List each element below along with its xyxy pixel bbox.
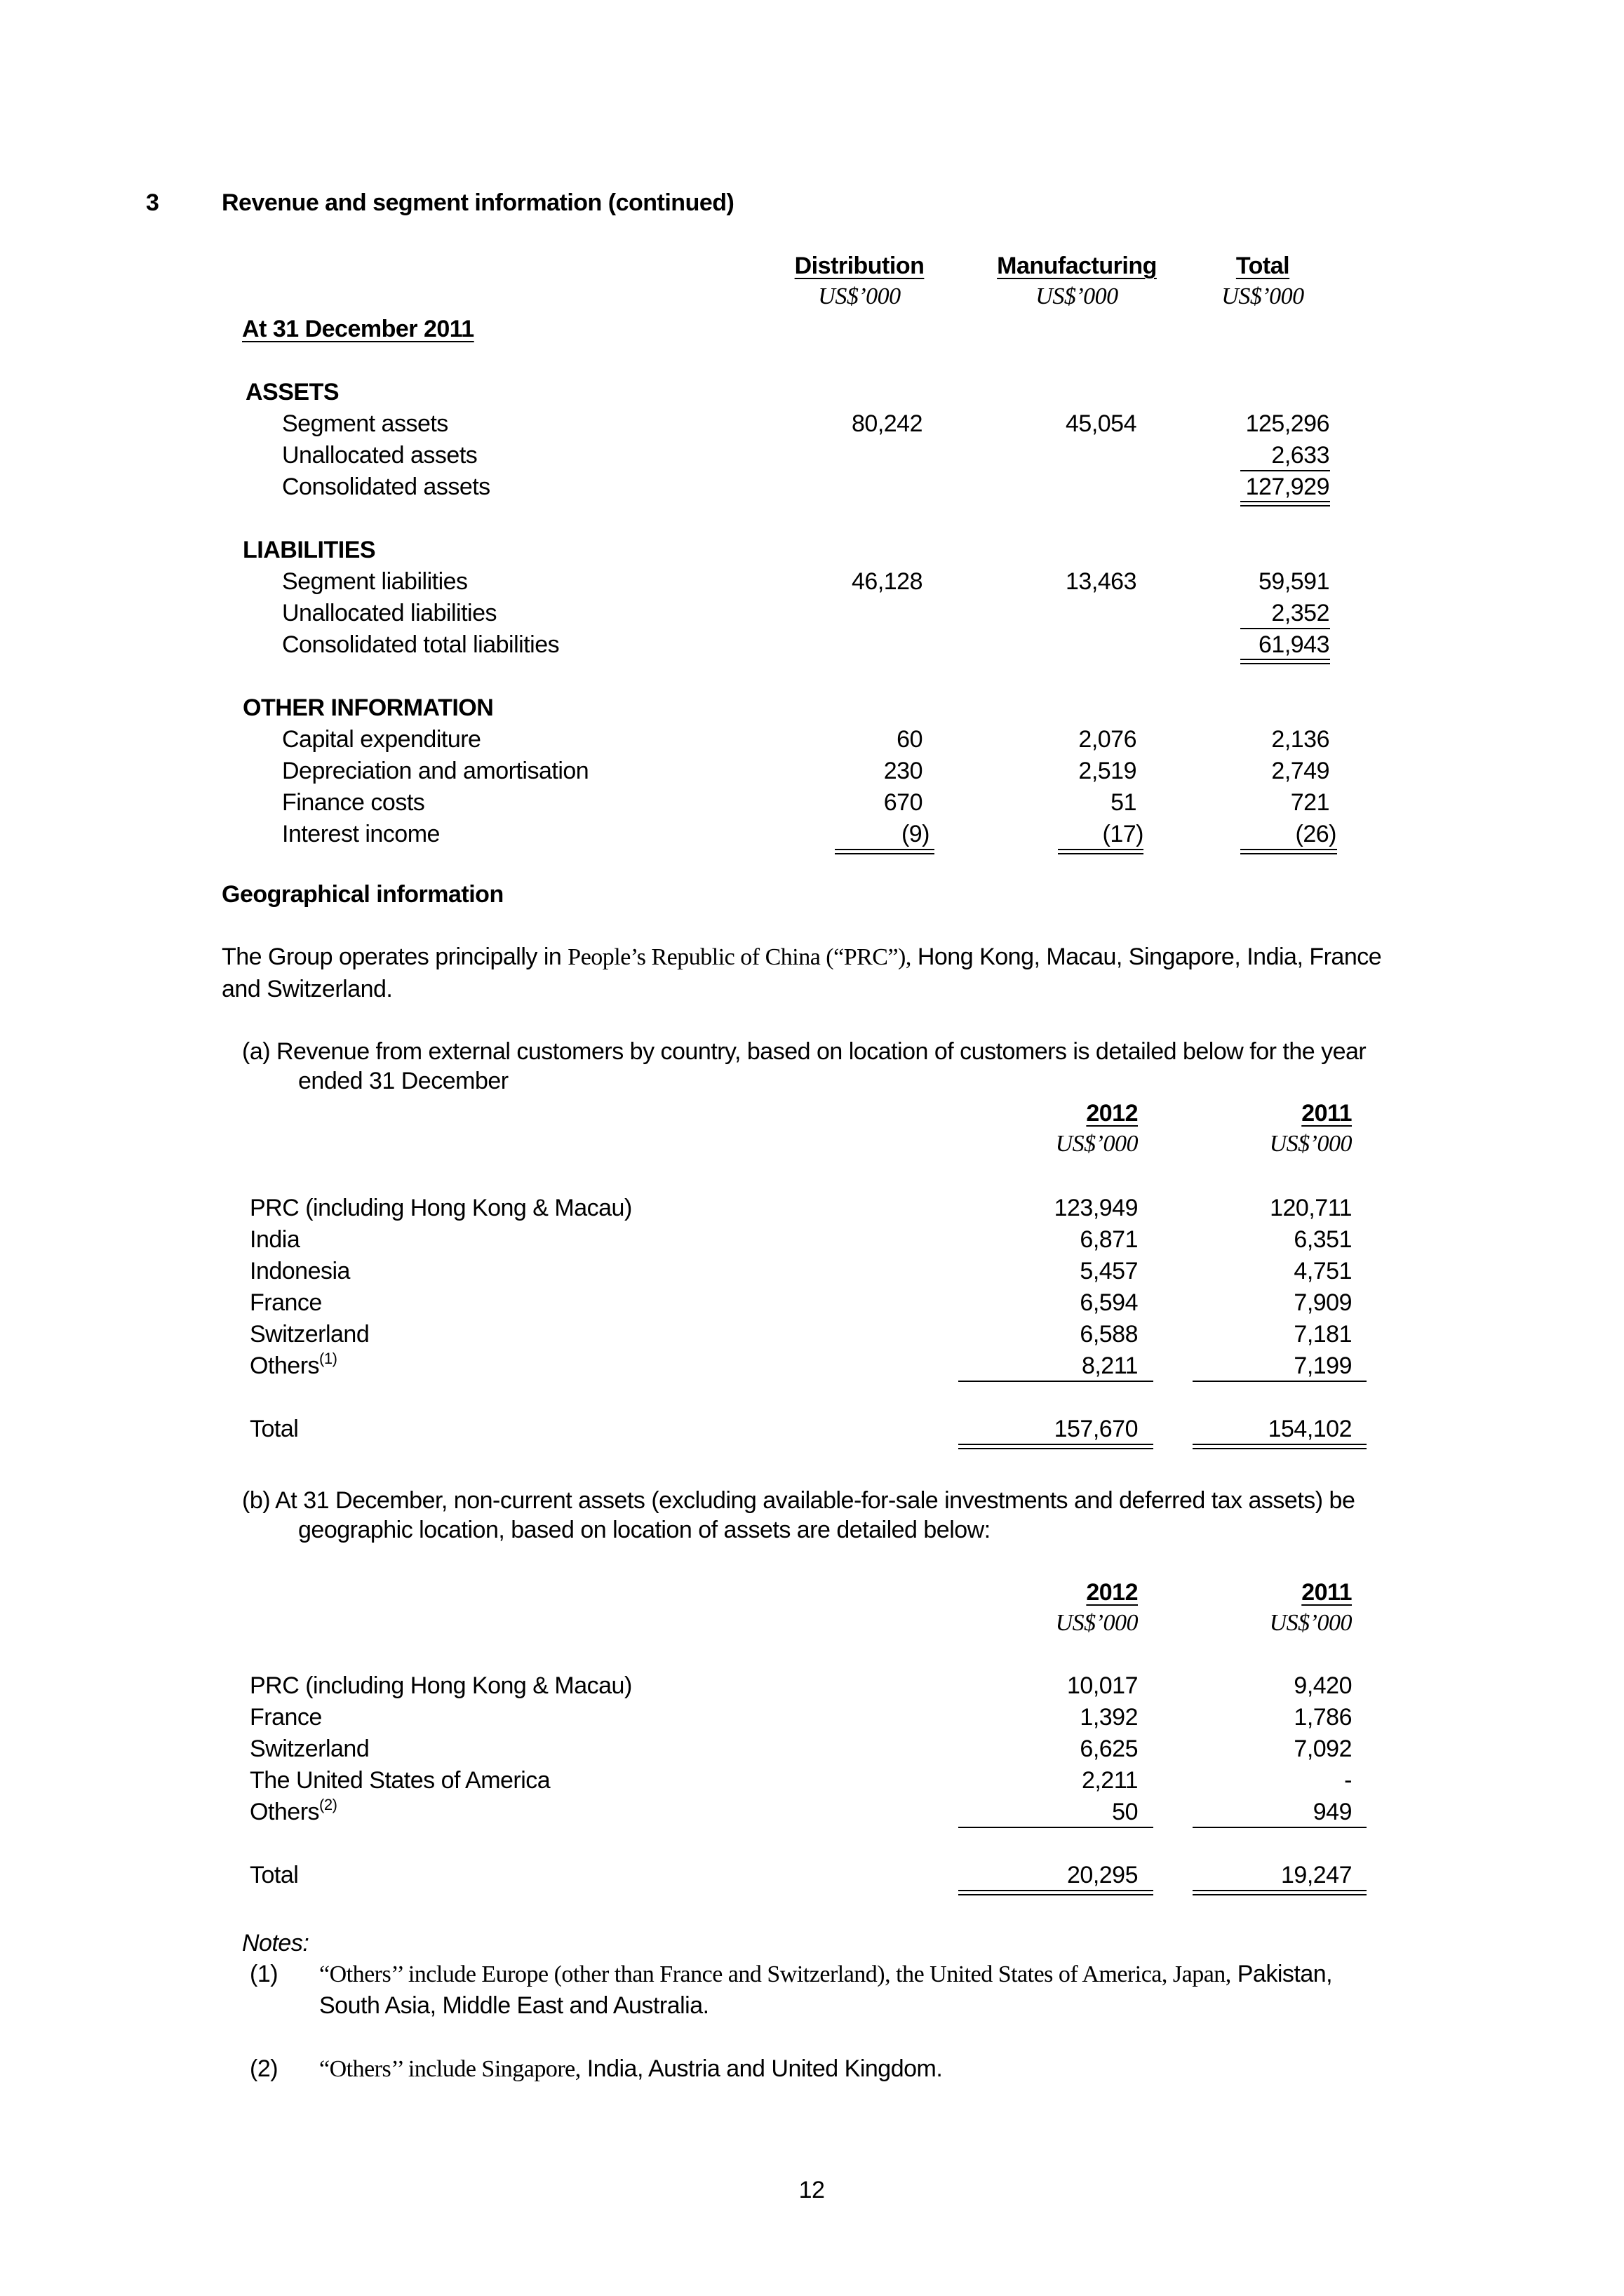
cell-value: 2,749: [1271, 758, 1329, 784]
cell-value: 2,211: [1081, 1767, 1138, 1794]
total-double-rule: [1240, 659, 1330, 664]
table-a-year-2012: 2012: [1086, 1100, 1138, 1127]
table-b-unit: US$’000: [1269, 1610, 1352, 1636]
row-label: Others: [250, 1352, 320, 1379]
note-text-sans: India, Austria and United Kingdom.: [580, 2055, 943, 2082]
cell-value: 1,392: [1080, 1704, 1138, 1731]
note-text-line2: South Asia, Middle East and Australia.: [319, 1992, 709, 2019]
subtotal-rule: [1240, 628, 1330, 629]
geo-intro-part: Hong Kong, Macau, Singapore, India, France: [917, 944, 1382, 970]
subtotal-rule: [1240, 470, 1330, 471]
row-label: The United States of America: [250, 1767, 551, 1794]
geo-heading: Geographical information: [222, 881, 504, 908]
cell-value: 120,711: [1270, 1195, 1352, 1221]
note-text-sans: Pakistan,: [1230, 1961, 1333, 1987]
note-ref: (2): [319, 1796, 337, 1813]
total-label: Total: [250, 1862, 299, 1888]
cell-value: 6,625: [1080, 1736, 1138, 1762]
row-label-with-note: [250, 1796, 337, 1825]
cell-value: 125,296: [1245, 410, 1329, 437]
section-title: Revenue and segment information (continued): [222, 189, 734, 216]
cell-value: 4,751: [1294, 1258, 1352, 1284]
row-label: France: [250, 1704, 322, 1731]
liabilities-heading: LIABILITIES: [243, 537, 376, 563]
note-text-line1: [319, 1962, 1332, 1987]
total-value: 19,247: [1281, 1862, 1352, 1888]
row-label: Consolidated assets: [282, 474, 490, 500]
cell-value: 123,949: [1054, 1195, 1138, 1221]
total-value: 20,295: [1067, 1862, 1138, 1888]
table-b-caption: (b) At 31 December, non-current assets (excluding available-for-sale investments and deferred tax assets) be: [242, 1487, 1355, 1514]
cell-value: 230: [883, 758, 922, 784]
total-double-rule: [1240, 849, 1337, 854]
cell-value: 60: [897, 726, 922, 753]
page-number: 12: [798, 2177, 825, 2203]
cell-value: 80,242: [852, 410, 922, 437]
geo-intro-prc: People’s Republic of China (“PRC”),: [568, 944, 911, 970]
cell-value: 2,136: [1271, 726, 1329, 753]
total-double-rule: [1058, 849, 1143, 854]
cell-value: 2,633: [1271, 442, 1329, 469]
cell-value: 7,199: [1294, 1352, 1352, 1379]
row-label: France: [250, 1289, 322, 1316]
row-label: PRC (including Hong Kong & Macau): [250, 1672, 632, 1699]
cell-value: 5,457: [1080, 1258, 1138, 1284]
section-number: 3: [146, 189, 159, 216]
total-double-rule: [1193, 1890, 1367, 1895]
table-a-unit: US$’000: [1269, 1131, 1352, 1157]
cell-value: 51: [1110, 789, 1136, 816]
other-info-heading: OTHER INFORMATION: [243, 694, 494, 721]
note-number: (2): [250, 2055, 279, 2082]
cell-value: (17): [1102, 821, 1143, 847]
col-header-distribution: Distribution: [794, 253, 925, 279]
total-double-rule: [835, 849, 934, 854]
table-b-year-2012: 2012: [1086, 1579, 1138, 1606]
table-a-year-2011: 2011: [1301, 1100, 1352, 1127]
date-label: At 31 December 2011: [242, 316, 474, 342]
cell-value: 13,463: [1066, 568, 1136, 595]
cell-value: (9): [901, 821, 930, 847]
row-label: Indonesia: [250, 1258, 350, 1284]
total-double-rule: [958, 1890, 1153, 1895]
table-b-unit: US$’000: [1055, 1610, 1138, 1636]
geo-intro-part: The Group operates principally in: [222, 944, 562, 970]
cell-value: 10,017: [1067, 1672, 1138, 1699]
note-text-serif: “Others’’ include Europe (other than France and Switzerland), the United States of America, Japan,: [319, 1961, 1231, 1987]
total-double-rule: [958, 1444, 1153, 1449]
cell-value: 46,128: [852, 568, 922, 595]
subtotal-rule: [1193, 1827, 1367, 1828]
total-label: Total: [250, 1416, 299, 1442]
cell-value: 9,420: [1294, 1672, 1352, 1699]
cell-value: 7,181: [1294, 1321, 1352, 1348]
row-label: Finance costs: [282, 789, 425, 816]
total-value: 157,670: [1054, 1416, 1138, 1442]
row-label: Switzerland: [250, 1321, 370, 1348]
row-label: PRC (including Hong Kong & Macau): [250, 1195, 632, 1221]
row-label: Switzerland: [250, 1736, 370, 1762]
cell-value: 45,054: [1066, 410, 1136, 437]
row-label: Segment assets: [282, 410, 448, 437]
table-b-year-2011: 2011: [1301, 1579, 1352, 1606]
table-b-caption-cont: geographic location, based on location of assets are detailed below:: [298, 1517, 991, 1543]
col-header-total: Total: [1235, 253, 1290, 279]
row-label-with-note: [250, 1350, 337, 1379]
cell-value: 8,211: [1081, 1352, 1138, 1379]
col-unit-total: US$’000: [1221, 283, 1304, 309]
subtotal-rule: [958, 1827, 1153, 1828]
cell-value: -: [1344, 1767, 1352, 1794]
row-label: Unallocated liabilities: [282, 600, 497, 626]
cell-value: 721: [1290, 789, 1329, 816]
cell-value: 59,591: [1259, 568, 1329, 595]
geo-intro-line2: and Switzerland.: [222, 976, 393, 1002]
cell-value: (26): [1295, 821, 1336, 847]
subtotal-rule: [1193, 1381, 1367, 1382]
cell-value: 6,588: [1080, 1321, 1138, 1348]
cell-value: 2,352: [1271, 600, 1329, 626]
cell-value: 6,351: [1294, 1226, 1352, 1253]
assets-heading: ASSETS: [246, 379, 340, 405]
cell-value: 949: [1313, 1799, 1352, 1825]
cell-value: 670: [883, 789, 922, 816]
geo-intro-line1: [222, 945, 1381, 969]
total-double-rule: [1193, 1444, 1367, 1449]
cell-value: 50: [1112, 1799, 1138, 1825]
row-label: Depreciation and amortisation: [282, 758, 589, 784]
row-label: India: [250, 1226, 300, 1253]
note-ref: (1): [319, 1350, 337, 1367]
row-label: Unallocated assets: [282, 442, 478, 469]
total-value: 154,102: [1268, 1416, 1352, 1442]
row-label: Segment liabilities: [282, 568, 468, 595]
cell-value: 1,786: [1294, 1704, 1352, 1731]
cell-value: 6,594: [1080, 1289, 1138, 1316]
total-double-rule: [1240, 501, 1330, 506]
col-unit-manufacturing: US$’000: [1035, 283, 1118, 309]
note-text-serif: “Others’’ include Singapore,: [319, 2056, 581, 2082]
col-unit-distribution: US$’000: [818, 283, 901, 309]
cell-value: 2,076: [1078, 726, 1136, 753]
cell-value: 7,909: [1294, 1289, 1352, 1316]
note-number: (1): [250, 1961, 279, 1987]
cell-value: 7,092: [1294, 1736, 1352, 1762]
col-header-manufacturing: Manufacturing: [997, 253, 1157, 279]
subtotal-rule: [958, 1381, 1153, 1382]
cell-value: 2,519: [1078, 758, 1136, 784]
cell-value: 127,929: [1245, 474, 1329, 500]
row-label: Consolidated total liabilities: [282, 631, 560, 658]
cell-value: 61,943: [1259, 631, 1329, 658]
table-a-caption-cont: ended 31 December: [298, 1068, 509, 1094]
row-label: Interest income: [282, 821, 440, 847]
row-label: Others: [250, 1799, 320, 1825]
table-a-caption: (a) Revenue from external customers by country, based on location of customers is detailed below for the year: [242, 1038, 1367, 1065]
note-text-line1: [319, 2057, 942, 2081]
row-label: Capital expenditure: [282, 726, 481, 753]
table-a-unit: US$’000: [1055, 1131, 1138, 1157]
cell-value: 6,871: [1080, 1226, 1138, 1253]
notes-heading: Notes:: [242, 1930, 309, 1956]
